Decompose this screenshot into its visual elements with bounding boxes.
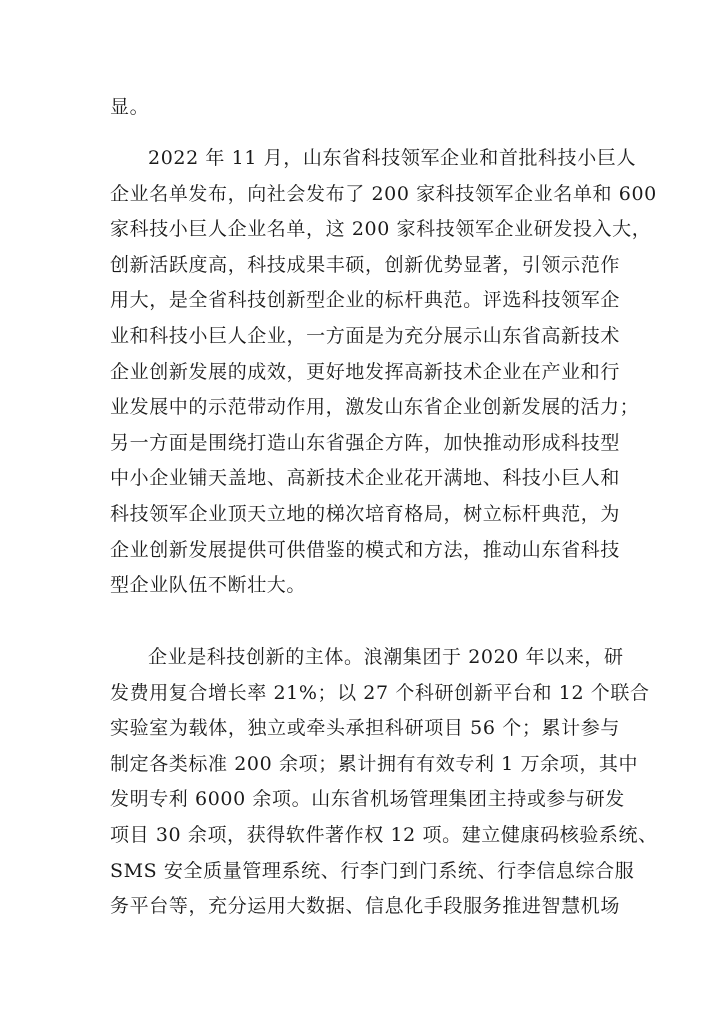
text-line: 中小企业铺天盖地、高新技术企业花开满地、科技小巨人和 bbox=[110, 467, 620, 490]
text-line: 家科技小巨人企业名单，这 200 家科技领军企业研发投入大， bbox=[110, 218, 652, 241]
text-line: 显。 bbox=[110, 96, 150, 118]
text-line: 发明专利 6000 余项。山东省机场管理集团主持或参与研发 bbox=[110, 788, 625, 811]
text-line: 型企业队伍不断壮大。 bbox=[110, 574, 307, 597]
text-line: 科技领军企业顶天立地的梯次培育格局，树立标杆典范，为 bbox=[110, 502, 620, 525]
text-line: 企业是科技创新的主体。浪潮集团于 2020 年以来，研 bbox=[148, 646, 624, 668]
text-line: 企业创新发展的成效，更好地发挥高新技术企业在产业和行 bbox=[110, 360, 620, 383]
text-line: 企业名单发布，向社会发布了 200 家科技领军企业名单和 600 bbox=[110, 182, 657, 205]
text-line: SMS 安全质量管理系统、行李门到门系统、行李信息综合服 bbox=[110, 859, 635, 882]
text-line: 实验室为载体，独立或牵头承担科研项目 56 个；累计参与 bbox=[110, 717, 620, 740]
paragraph-continuation bbox=[110, 90, 620, 126]
text-line: 用大，是全省科技创新型企业的标杆典范。评选科技领军企 bbox=[110, 289, 620, 312]
text-line: 业发展中的示范带动作用，激发山东省企业创新发展的活力； bbox=[110, 396, 640, 419]
paragraph-tech-leading-enterprises bbox=[110, 141, 657, 604]
text-line: 企业创新发展提供可供借鉴的模式和方法，推动山东省科技 bbox=[110, 538, 620, 561]
text-line: 另一方面是围绕打造山东省强企方阵，加快推动形成科技型 bbox=[110, 431, 620, 454]
text-line: 创新活跃度高，科技成果丰硕，创新优势显著，引领示范作 bbox=[110, 253, 620, 276]
text-line: 项目 30 余项，获得软件著作权 12 项。建立健康码核验系统、 bbox=[110, 823, 658, 846]
text-line: 2022 年 11 月，山东省科技领军企业和首批科技小巨人 bbox=[148, 147, 637, 169]
text-line: 务平台等，充分运用大数据、信息化手段服务推进智慧机场 bbox=[110, 895, 620, 918]
paragraph-enterprise-innovation bbox=[110, 640, 658, 925]
text-line: 业和科技小巨人企业，一方面是为充分展示山东省高新技术 bbox=[110, 324, 620, 347]
text-line: 制定各类标准 200 余项；累计拥有有效专利 1 万余项，其中 bbox=[110, 752, 639, 775]
text-line: 发费用复合增长率 21%；以 27 个科研创新平台和 12 个联合 bbox=[110, 681, 650, 704]
